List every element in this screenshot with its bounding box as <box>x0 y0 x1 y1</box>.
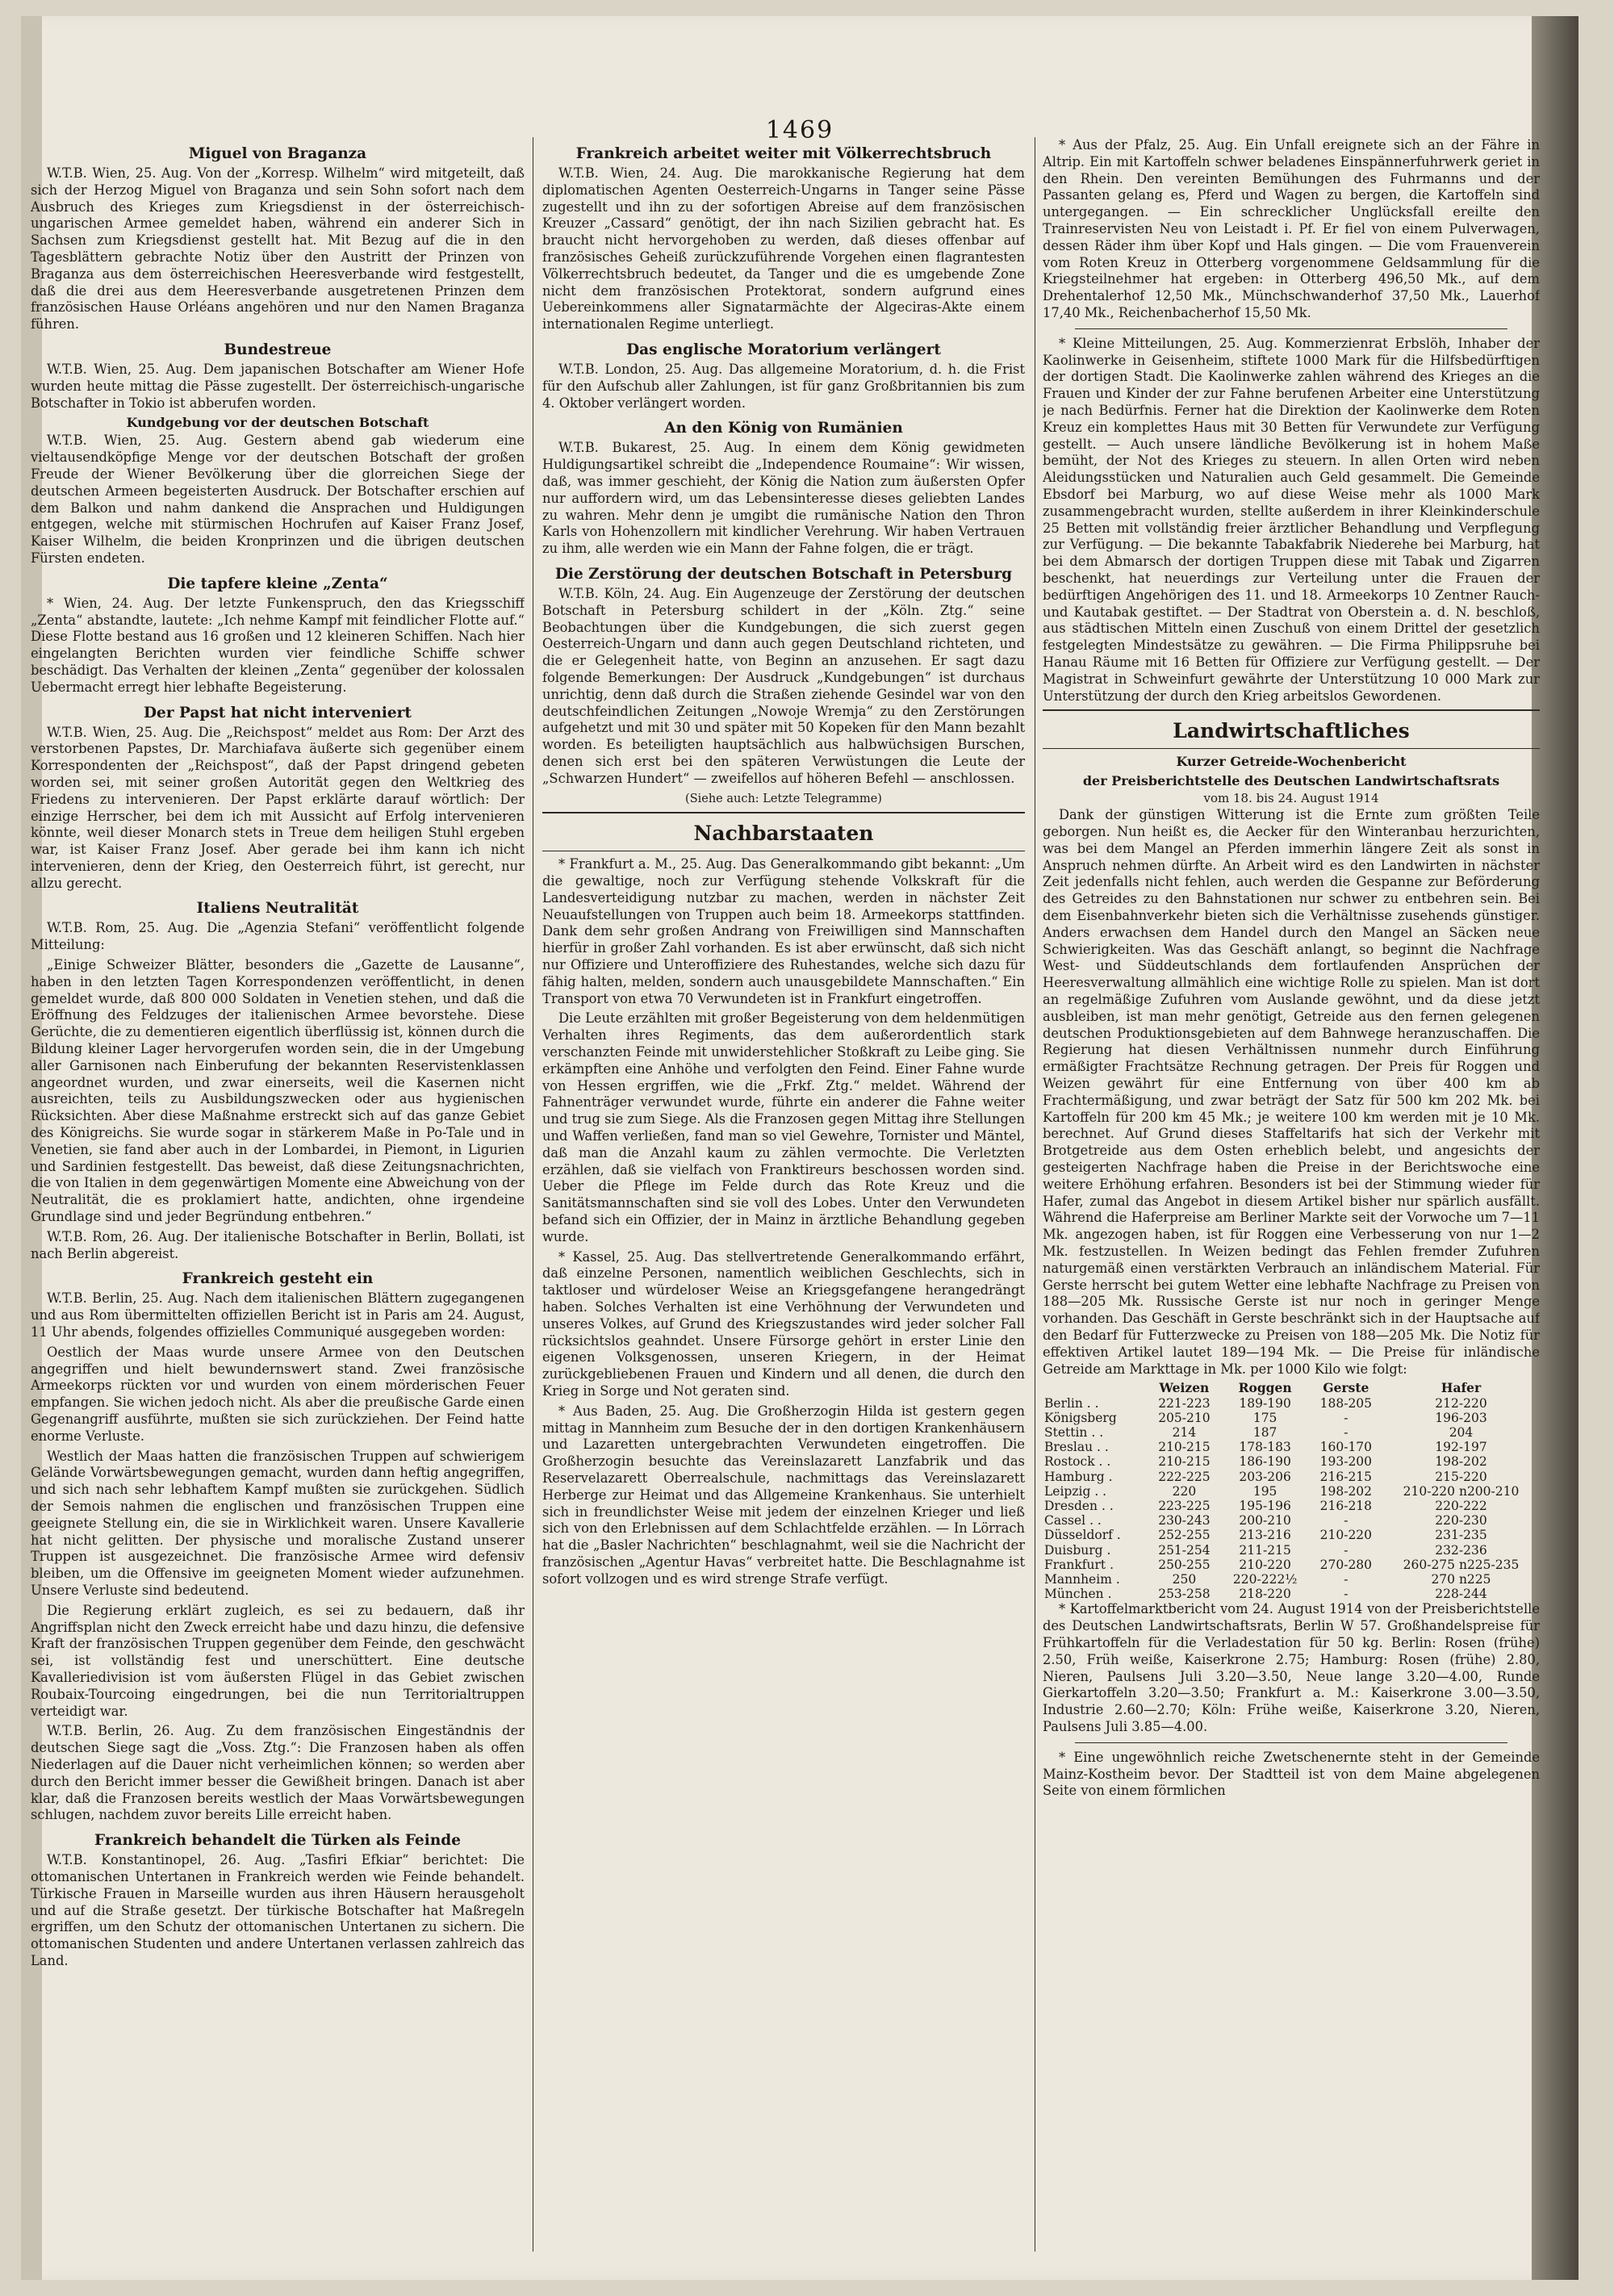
article-headline: Frankreich arbeitet weiter mit Völkerrechtsbruch <box>575 145 992 162</box>
price-table-header: Hafer <box>1440 1380 1482 1396</box>
price-table-cell: 230-243 <box>1158 1513 1210 1529</box>
article-paragraph: Die Leute erzählten mit großer Begeisterung von dem heldenmütigen Verhalten ihres Regiments, das dem außerordentlich stark verschanzten Feinde mit unwiderstehlicher Stoßkraft zu Leibe ging. Sie erkämpften eine Anhöhe und verfolgten den Feind. Einer Fahne wurde von Hessen ergriffen, wie die „Frkf. Ztg.“ meldet. Während der Fahnenträger verwundet wurde, führte ein anderer die Fahne weiter und trug sie zum Siege. Als die Franzosen gegen Mittag ihre Stellungen und Waffen verließen, fand man so viel Gewehre, Tornister und Mäntel, daß man die Anzahl kaum zu zählen vermochte. Die Verletzten erzählen, daß sie vielfach von Franktireurs beschossen worden sind. Ueber die Pflege im Felde durch das Rote Kreuz und die Sanitätsmannschaften sind sie voll des Lobes. Unter den Verwundeten befand sich ein Offizier, der in Mainz in ärztliche Behandlung gegeben wurde. <box>542 1010 1025 1244</box>
price-table-cell: 205-210 <box>1158 1410 1210 1425</box>
article-paragraph: „Einige Schweizer Blätter, besonders die „Gazette de Lausanne“, haben in den letzten Tagen Korrespondenzen veröffentlicht, in denen gemeldet wurde, daß 800 000 Soldaten in Venetien stehen, und daß die Eröffnung des Feldzuges der italienischen Armee bevorstehe. Diese Gerüchte, die zu dementieren eigentlich überflüssig ist, können durch die Bildung kleiner Lager hervorgerufen worden sein, die in der Umgebung aller Garnisonen nach Einberufung der bekannten Reservistenklassen angeordnet wurden, und zwar einerseits, weil die Kasernen nicht ausreichten, teils zu Ausbildungszwecken oder aus hygienischen Rücksichten. Aber diese Maßnahme erstreckt sich auf das ganze Gebiet des Königreichs. Sie wurde sogar in stärkerem Maße in Po-Tale und in Venetien, sie fand aber auch in der Lombardei, in Piemont, in Ligurien und Sardinien festgestellt. Das beweist, daß diese Zeitungsnachrichten, die von Italien in dem gegenwärtigen Momente eine Abweichung von der Neutralität, die es proklamiert hatte, andichten, ohne irgendeine Grundlage sind und jeder Begründung entbehren.“ <box>31 957 525 1225</box>
article-paragraph: W.T.B. Wien, 24. Aug. Die marokkanische Regierung hat dem diplomatischen Agenten Oesterreich-Ungarns in Tanger seine Pässe zugestellt und ihn zu der sofortigen Abreise auf dem französischen Kreuzer „Cassard“ genötigt, der ihn nach Sizilien gebracht hat. Es braucht nicht hervorgehoben zu werden, daß dieses offenbar auf französisches Geheiß zurückzuführende Vorgehen einen flagrantesten Völkerrechtsbruch bedeutet, da Tanger und die es umgebende Zone nicht dem französischen Protektorat, sondern aufgrund eines Uebereinkommens aller Signatarmächte der Algeciras-Akte einem internationalen Regime unterliegt. <box>542 165 1025 332</box>
price-table-cell: 196-203 <box>1435 1410 1487 1425</box>
article-paragraph: W.T.B. Rom, 25. Aug. Die „Agenzia Stefani“ veröffentlicht folgende Mitteilung: <box>31 920 525 953</box>
price-table-cell: - <box>1344 1542 1348 1558</box>
price-table-cell: 213-216 <box>1239 1528 1291 1543</box>
price-table-row <box>1043 1513 1540 1528</box>
price-table-cell: 253-258 <box>1158 1587 1210 1602</box>
price-table-cell: 203-206 <box>1239 1469 1291 1484</box>
price-table-city: Rostock . . <box>1044 1454 1111 1470</box>
price-table-cell: 214 <box>1172 1425 1197 1440</box>
article-paragraph: Die Regierung erklärt zugleich, es sei zu bedauern, daß ihr Angriffsplan nicht den Zweck erreicht habe und dazu hinzu, die defensive Kraft der französischen Truppen gegenüber dem Feinde, den geschwächt sei, ist vollständig fest und unerschüttert. Eine deutsche Kavalleriedivision ist vom äußersten Flügel in das Gebiet zwischen Roubaix-Tourcoing eingedrungen, bei die nun Territorialtruppen verteidigt war. <box>31 1602 525 1719</box>
price-table-cell: - <box>1344 1410 1348 1425</box>
price-table-city: Hamburg . <box>1044 1469 1113 1484</box>
subheading: der Preisberichtstelle des Deutschen Landwirtschaftsrats <box>1082 773 1500 789</box>
article-headline: Bundestreue <box>224 341 332 358</box>
page-number: 1469 <box>765 116 834 144</box>
article-paragraph: W.T.B. Wien, 25. Aug. Gestern abend gab wiederum eine vieltausendköpfige Menge vor der deutschen Botschaft der großen Freude der Wiener Bevölkerung über die glorreichen Siege der deutschen Armeen begeisterten Ausdruck. Der Botschafter erschien auf dem Balkon und nahm dankend die Ansprachen und Huldigungen entgegen, welche mit stürmischen Hochrufen auf Kaiser Franz Josef, Kaiser Wilhelm, die beiden Kronprinzen und die übrigen deutschen Fürsten endeten. <box>31 433 525 566</box>
price-table-cell: 250 <box>1172 1572 1197 1587</box>
price-table-row <box>1043 1528 1540 1542</box>
price-table-cell: 222-225 <box>1158 1469 1210 1484</box>
article-paragraph: * Kleine Mitteilungen, 25. Aug. Kommerzienrat Erbslöh, Inhaber der Kaolinwerke in Geisenheim, stiftete 1000 Mark für die Hilfsbedürftigen der dortigen Stadt. Die Kaolinwerke zahlen während des Krieges an die Frauen und Kinder der zur Fahne berufenen Arbeiter eine Unterstützung je nach Bedürfnis. Ferner hat die Direktion der Kaolinwerke dem Roten Kreuz ein komplettes Haus mit 30 Betten für Verwundete zur Verfügung gestellt. — Auch unsere ländliche Bevölkerung ist in hohem Maße bemüht, der Not des Krieges zu steuern. In allen Orten wird neben Aleidungsstücken und Naturalien auch Geld gesammelt. Die Gemeinde Ebsdorf bei Marburg, wo auf diese Weise mehr als 1000 Mark zusammengebracht wurden, stellte außerdem in ihrer Kleinkinderschule 25 Betten mit vollständig freier ärztlicher Behandlung und Verpflegung zur Verfügung. — Die bekannte Tabakfabrik Niederehe bei Marburg, hat bei dem Abmarsch der dortigen Truppen diese mit Tabak und Zigarren beschenkt, hat neuerdings zur Verteilung unter die Frauen der bedürftigen Angehörigen des 11. und 18. Armeekorps 10 Zentner Rauch- und Kautabak gestiftet. — Der Stadtrat von Oberstein a. d. N. beschloß, aus städtischen Mitteln einen Zuschuß von einem Drittel der gesetzlich festgelegten Mindestsätze zu gewähren. — Die Firma Philippsruhe bei Hanau Räume mit 16 Betten für Offiziere zur Verfügung gestellt. — Der Magistrat in Schweinfurt gewährte der Unterstützung 10 000 Mark zur Unterstützung der durch den Krieg arbeitslos Gewordenen. <box>1043 335 1540 704</box>
price-table-city: Königsberg <box>1044 1410 1117 1425</box>
price-table-cell: 218-220 <box>1239 1587 1291 1602</box>
column-1 <box>31 137 525 2252</box>
article-headline: Die Zerstörung der deutschen Botschaft in Petersburg <box>554 565 1013 583</box>
article-paragraph: * Aus Baden, 25. Aug. Die Großherzogin Hilda ist gestern gegen mittag in Mannheim zum Besuche der in den dortigen Krankenhäusern und Lazaretten untergebrachten Verwundeten eingetroffen. Die Großherzogin besuchte das Vereinslazarett Lanzfabrik und das Reservelazarett Oberrealschule, nachmittags das Vereinslazarett Herberge zur Heimat und das Allgemeine Krankenhaus. Sie unterhielt sich in freundlichster Weise mit jedem der einzelnen Krieger und ließ sich von den Erlebnissen auf dem Schlachtfelde erzählen. — In Lörrach hat die „Basler Nachrichten“ beschlagnahmt, weil sie die Nachricht der französischen „Agentur Havas“ verbreitet hatte. Die Beschlagnahme ist sofort vollzogen und es wird strenge Strafe verfügt. <box>542 1403 1025 1587</box>
price-table-cell: 188-205 <box>1319 1395 1373 1411</box>
price-table-cell: 250-255 <box>1158 1557 1210 1572</box>
section-divider <box>1043 709 1540 749</box>
subheading: Kurzer Getreide-Wochenbericht <box>1176 754 1407 770</box>
article-paragraph: W.T.B. Köln, 24. Aug. Ein Augenzeuge der Zerstörung der deutschen Botschaft in Petersburg schildert in der „Köln. Ztg.“ seine Beobachtungen über die Kundgebungen, die sich zuerst gegen Oesterreich-Ungarn und dann auch gegen Deutschland richteten, und die er Gelegenheit hatte, von Beginn an anzusehen. Er sagt dazu folgende Bemerkungen: Der Ausdruck „Kundgebungen“ ist durchaus unrichtig, denn daß durch die Straßen ziehende Gesindel war von den deutschfeindlichen Zeitungen „Nowoje Wremja“ zu den Zerstörungen aufgehetzt und mit 30 und später mit 50 Kopeken für den Mann bezahlt worden. Es beteiligten hauptsächlich aus halbwüchsigen Burschen, denen sich erst bei den späteren Verwüstungen die Leute der „Schwarzen Hundert“ — zweifellos auf höheren Befehl — anschlossen. <box>542 585 1025 786</box>
article-paragraph: * Frankfurt a. M., 25. Aug. Das Generalkommando gibt bekannt: „Um die gewaltige, noch zur Verfügung stehende Volkskraft für die Landesverteidigung nutzbar zu machen, werden in nächster Zeit Neuaufstellungen von Truppen auch beim 18. Armeekorps stattfinden. Dank dem sehr großen Andrang von Freiwilligen sind Mannschaften hierfür in großer Zahl vorhanden. Es ist aber erwünscht, daß sich nicht nur Offiziere und Unteroffiziere des Ruhestandes, welche sich dazu für fähig halten, melden, sondern auch unausgebildete Mannschaften.“ Ein Transport von etwa 70 Verwundeten ist in Frankfurt eingetroffen. <box>542 856 1025 1006</box>
column-2 <box>542 137 1025 2252</box>
price-table-cell: 270 n225 <box>1431 1572 1491 1587</box>
price-table-cell: 232-236 <box>1435 1542 1487 1558</box>
price-table-cell: 210-220 <box>1239 1557 1291 1572</box>
article-paragraph: W.T.B. Wien, 25. Aug. Dem japanischen Botschafter am Wiener Hofe wurden heute mittag die Pässe zugestellt. Der österreichisch-ungarische Botschafter in Tokio ist abberufen worden. <box>31 361 525 411</box>
price-table-row <box>1043 1396 1540 1411</box>
price-table-header <box>1043 1381 1148 1395</box>
price-table-cell: 198-202 <box>1435 1454 1487 1470</box>
article-paragraph: W.T.B. Berlin, 25. Aug. Nach dem italienischen Blättern zugegangenen und aus Rom übermittelten offiziellen Bericht ist in Paris am 24. August, 11 Uhr abends, folgendes offizielles Communiqué ausgegeben worden: <box>31 1290 525 1340</box>
price-table-cell: 210-220 <box>1319 1528 1373 1543</box>
article-headline: Italiens Neutralität <box>196 900 359 918</box>
price-table-cell: 228-244 <box>1435 1587 1487 1602</box>
article-paragraph: W.T.B. London, 25. Aug. Das allgemeine Moratorium, d. h. die Frist für den Aufschub aller Zahlungen, ist für ganz Großbritannien bis zum 4. Oktober verlängert worden. <box>542 361 1025 411</box>
price-table-cell: 195-196 <box>1239 1499 1291 1514</box>
price-table-cell: 221-223 <box>1158 1395 1210 1411</box>
price-table-row <box>1043 1411 1540 1425</box>
price-table-cell: 187 <box>1252 1425 1277 1440</box>
price-table-header: Gerste <box>1323 1380 1369 1396</box>
article-paragraph: W.T.B. Berlin, 26. Aug. Zu dem französischen Eingeständnis der deutschen Siege sagt die „Voss. Ztg.“: Die Franzosen haben als offen Niederlagen auf die Dauer nicht verheimlichen können; so werden aber durch den Bericht immer besser die Gewißheit bringen. Danach ist aber klar, daß die Franzosen bereits westlich der Maas Vorwärtsbewegungen schlugen, nachdem zuvor bereits Lille erreicht haben. <box>31 1723 525 1823</box>
price-table-row <box>1043 1587 1540 1601</box>
price-table-cell: 195 <box>1252 1483 1277 1499</box>
price-table-cell: 231-235 <box>1435 1528 1487 1543</box>
price-table-cell: 220 <box>1172 1483 1197 1499</box>
price-table-cell: 216-215 <box>1319 1469 1373 1484</box>
price-table-row <box>1043 1425 1540 1440</box>
price-table-cell: 189-190 <box>1239 1395 1291 1411</box>
price-table-cell: 175 <box>1252 1410 1277 1425</box>
price-table-city: Duisburg . <box>1044 1542 1111 1558</box>
price-table-city: Berlin . . <box>1044 1395 1099 1411</box>
newspaper-page <box>21 16 1578 2280</box>
price-table-cell: 210-220 n200-210 <box>1403 1483 1520 1499</box>
price-table-cell: - <box>1344 1587 1348 1602</box>
price-table-city: München . <box>1044 1587 1112 1602</box>
price-table-cell: 260-275 n225-235 <box>1403 1557 1520 1572</box>
article-paragraph: * Kartoffelmarktbericht vom 24. August 1914 von der Preisberichtstelle des Deutschen Landwirtschaftsrats, Berlin W 57. Großhandelspreise für Frühkartoffeln für die Verladestation für 50 kg. Berlin: Rosen (frühe) 2.50, Früh weiße, Kaiserkrone 2.75; Hamburg: Rosen (frühe) 2.80, Nieren, Paulsens Juli 3.20—3.50, Neue lange 3.20—4.00, Runde Gierkartoffeln 3.20—3.50; Frankfurt a. M.: Kaiserkrone 3.00—3.50, Industrie 2.60—2.70; Köln: Frühe weiße, Kaiserkrone 3.20, Nieren, Paulsens Juli 3.85—4.00. <box>1043 1601 1540 1735</box>
price-table-row <box>1043 1572 1540 1587</box>
price-table-cell: - <box>1344 1572 1348 1587</box>
article-paragraph: Oestlich der Maas wurde unsere Armee von den Deutschen angegriffen und hielt bewundernswert stand. Zwei französische Armeekorps rückten vor und wurden von einem mörderischen Feuer empfangen. Sie wichen jedoch nicht. Als aber die preußische Garde einen Gegenangriff ausführte, mußten sie sich zurückziehen. Der Feind hatte enorme Verluste. <box>31 1344 525 1444</box>
price-table-cell: - <box>1344 1425 1348 1440</box>
price-table-cell: 270-280 <box>1319 1557 1373 1572</box>
price-table-cell: 216-218 <box>1319 1499 1373 1514</box>
price-table-cell: 193-200 <box>1319 1454 1373 1470</box>
article-headline: Frankreich behandelt die Türken als Feinde <box>94 1832 461 1850</box>
article-paragraph: W.T.B. Rom, 26. Aug. Der italienische Botschafter in Berlin, Bollati, ist nach Berlin abgereist. <box>31 1228 525 1261</box>
separator-rule <box>1075 1742 1507 1743</box>
price-table-cell: 160-170 <box>1319 1440 1373 1455</box>
price-table-row <box>1043 1454 1540 1469</box>
article-headline: Frankreich gesteht ein <box>182 1270 374 1288</box>
article-headline: Miguel von Braganza <box>188 145 367 162</box>
price-table-cell: 215-220 <box>1435 1469 1487 1484</box>
price-table-cell: 186-190 <box>1239 1454 1291 1470</box>
price-table-cell: 220-222½ <box>1232 1572 1298 1587</box>
article-paragraph: W.T.B. Konstantinopel, 26. Aug. „Tasfiri Efkiar“ berichtet: Die ottomanischen Untertanen in Frankreich werden wie Feinde behandelt. Türkische Frauen in Marseille wurden aus ihren Häusern herausgeholt und auf die Straße gesetzt. Der türkische Botschafter hat Maßregeln ergriffen, um den Schutz der ottomanischen Untertanen zu sichern. Die ottomanischen Studenten und andere Untertanen verlassen zahlreich das Land. <box>31 1852 525 1968</box>
article-paragraph: W.T.B. Wien, 25. Aug. Die „Reichspost“ meldet aus Rom: Der Arzt des verstorbenen Papstes, Dr. Marchiafava äußerte sich gegenüber einem Korrespondenten der „Reichspost“, daß der Papst dringend gebeten worden sei, mit seiner großen Autorität gegen den Weltkrieg des Friedens zu intervenieren. Der Papst erklärte darauf wörtlich: Der einzige Herrscher, bei dem ich mit Aussicht auf Erfolg intervenieren könnte, weil dieser Monarch stets in Treue dem heiligen Stuhl ergeben war, ist Kaiser Franz Josef. Aber gerade bei ihm kann ich nicht intervenieren, denn der Krieg, den Oesterreich führt, ist gerecht, nur allzu gerecht. <box>31 724 525 891</box>
article-paragraph: W.T.B. Wien, 25. Aug. Von der „Korresp. Wilhelm“ wird mitgeteilt, daß sich der Herzog Miguel von Braganza und sein Sohn sofort nach dem Ausbruch des Krieges zum Kriegsdienst in der österreichisch-ungarischen Armee gemeldet haben, während ein anderer Sich in Sachsen zum Kriegsdienst gestellt hat. Mit Bezug auf die in den Tagesblättern gebrachte Notiz über den Austritt der Prinzen von Braganza aus dem österreichischen Heeresverbande wird festgestellt, daß die drei aus dem Heeresverbande ausgetretenen Prinzen dem französischen Hause Orléans angehören und nur den Namen Braganza führen. <box>31 165 525 332</box>
price-table-cell: 192-197 <box>1435 1440 1487 1455</box>
price-table-city: Leipzig . . <box>1044 1483 1107 1499</box>
cross-reference-note: (Siehe auch: Letzte Telegramme) <box>685 792 882 805</box>
price-table-cell: 212-220 <box>1435 1395 1487 1411</box>
article-paragraph: W.T.B. Bukarest, 25. Aug. In einem dem König gewidmeten Huldigungsartikel schreibt die „Independence Roumaine“: Wir wissen, daß, was immer geschieht, der König die Nation zum äußersten Opfer nur auffordern wird, um das Lebensinteresse dieses geliebten Landes zu wahren. Mehr denn je umgibt die rumänische Nation den Thron Karls von Hohenzollern mit kindlicher Verehrung. Wir haben Vertrauen zu ihm, alle werden wie ein Mann der Fahne folgen, die er trägt. <box>542 440 1025 557</box>
price-table-row <box>1043 1440 1540 1454</box>
price-table-cell: 178-183 <box>1239 1440 1291 1455</box>
price-table-row <box>1043 1558 1540 1572</box>
price-table-cell: 220-222 <box>1435 1499 1487 1514</box>
subheading: Kundgebung vor der deutschen Botschaft <box>126 415 429 431</box>
article-paragraph: Dank der günstigen Witterung ist die Ernte zum größten Teile geborgen. Nun heißt es, die Aecker für den Winteranbau herzurichten, was bei dem Mangel an Pferden immerhin längere Zeit als sonst in Anspruch nehmen dürfte. An Arbeit wird es den Landwirten in nächster Zeit jedenfalls nicht fehlen, auch werden die Gespanne zur Beförderung des Getreides zu den Bahnstationen nur schwer zu entbehren sein. Bei dem Eisenbahnverkehr bieten sich die Verhältnisse zusehends günstiger. Anders erwachsen dem Handel durch den Mangel an Säcken neue Schwierigkeiten. Was das Geschäft anlangt, so beginnt die Nachfrage West- und Süddeutschlands dem fortlaufenden Ansprüchen der Heeresverwaltung allmählich eine wichtige Rolle zu spielen. Man ist dort an regelmäßige Zufuhren vom Auslande gewöhnt, und da diese jetzt ausbleiben, ist man mehr genötigt, Getreide aus den fernen gelegenen deutschen Produktionsgebieten auf dem Bahnwege heranzuschaffen. Die Regierung hat diesen Verhältnissen nunmehr durch Einführung ermäßigter Frachtsätze Rechnung getragen. Der Preis für Roggen und Weizen gewährt für eine Entfernung von über 400 km ab Frachtermäßigung, und zwar beträgt der Satz für 500 km 202 Mk. bei Kartoffeln für 200 km 45 Mk.; je weitere 100 km werden mit je 10 Mk. berechnet. Auf Grund dieses Staffeltarifs hat sich der Verkehr mit Brotgetreide aus dem Osten erheblich belebt, und angesichts der gesteigerten Nachfrage haben die Preise in der Berichtswoche eine weitere Erhöhung erfahren. Besonders ist bei der Stimmung wieder für Hafer, zumal das Angebot in diesem Artikel bisher nur spärlich ausfällt. Während die Haferpreise am Berliner Markte seit der Vorwoche um 7—11 Mk. angezogen haben, ist für Roggen eine Verbesserung von nur 1—2 Mk. festzustellen. In Weizen bedingt das Fehlen fremder Zufuhren naturgemäß einen verstärkten Verbrauch an inländischem Material. Für Gerste herrscht bei gutem Wetter eine lebhafte Nachfrage zu Preisen von 188—205 Mk. Russische Gerste ist nur noch in geringer Menge vorhanden. Das Geschäft in Gerste beschränkt sich in der Hauptsache auf den Bedarf für Futterzwecke zu Preisen von 188—205 Mk. Die Notiz für effektiven Artikel lautet 189—194 Mk. — Die Preise für inländische Getreide am Markttage in Mk. per 1000 Kilo wie folgt: <box>1043 807 1540 1377</box>
price-table-cell: 210-215 <box>1158 1440 1210 1455</box>
price-table-cell: 198-202 <box>1319 1483 1373 1499</box>
price-table-cell: 220-230 <box>1435 1513 1487 1529</box>
price-table-city: Frankfurt . <box>1044 1557 1114 1572</box>
price-table-header: Roggen <box>1238 1380 1292 1396</box>
article-headline: Das englische Moratorium verlängert <box>626 341 941 358</box>
price-table-city: Mannheim . <box>1044 1572 1120 1587</box>
price-table-header: Weizen <box>1159 1380 1210 1396</box>
price-table-row <box>1043 1499 1540 1513</box>
article-paragraph: Westlich der Maas hatten die französischen Truppen auf schwierigem Gelände Vorwärtsbewegungen gemacht, wurden dann heftig angegriffen, und sich nach sehr lebhaftem Kampf mußten sie zurückgehen. Südlich der Semois nahmen die englischen und französischen Truppen eine geeignete Stellung ein, die sie in Wirklichkeit waren. Unsere Kavallerie hat nicht gelitten. Der physische und moralische Zustand unserer Truppen ist ausgezeichnet. Die französische Armee wird defensiv bleiben, um die Offensive im geeigneten Moment wieder aufzunehmen. Unsere Verluste sind bedeutend. <box>31 1448 525 1598</box>
article-paragraph: * Eine ungewöhnlich reiche Zwetschenernte steht in der Gemeinde Mainz-Kostheim bevor. Der Stadtteil ist von dem Maine abgelegenen Seite von einem förmlichen <box>1043 1749 1540 1799</box>
price-table-cell: 211-215 <box>1239 1542 1291 1558</box>
article-paragraph: * Kassel, 25. Aug. Das stellvertretende Generalkommando erfährt, daß einzelne Personen, namentlich weiblichen Geschlechts, sich in taktloser und würdeloser Weise an Kriegsgefangene herangedrängt haben. Solches Verhalten ist eine Verhöhnung der Verwundeten und unseres Volkes, auf Grund des Kriegszustandes wird jeder solcher Fall rücksichtslos geahndet. Unsere Fürsorge gehört in erster Linie den eigenen Volksgenossen, unseren Kriegern, in der Heimat zurückgebliebenen Frauen und Kindern und all denen, die durch den Krieg in Sorge und Not geraten sind. <box>542 1248 1025 1399</box>
price-table-city: Dresden . . <box>1044 1499 1114 1514</box>
separator-rule <box>1075 328 1507 329</box>
price-table-cell: 223-225 <box>1158 1499 1210 1514</box>
article-headline: An den König von Rumänien <box>664 420 903 437</box>
price-table-city: Stettin . . <box>1044 1425 1104 1440</box>
price-table-row <box>1043 1484 1540 1499</box>
grain-price-table <box>1043 1381 1540 1601</box>
price-table-city: Cassel . . <box>1044 1513 1102 1529</box>
price-table-cell: - <box>1344 1513 1348 1529</box>
article-paragraph: * Aus der Pfalz, 25. Aug. Ein Unfall ereignete sich an der Fähre in Altrip. Ein mit Kartoffeln schwer beladenes Einspännerfuhrwerk geriet in den Rhein. Den vereinten Bemühungen des Fuhrmanns und der Passanten gelang es, Pferd und Wagen zu bergen, die Kartoffeln sind untergegangen. — Ein schrecklicher Unglücksfall ereilte den Trainreservisten Neu von Leistadt i. Pf. Er fiel von einem Pulverwagen, dessen Räder ihm über Kopf und Hals gingen. — Die vom Frauenverein vom Roten Kreuz in Otterberg vorgenommene Geldsammlung für die Kriegsteilnehmer hat ergeben: in Otterberg 496,50 Mk., auf dem Drehentalerhof 12,50 Mk., Münchschwanderhof 37,50 Mk., Lauerhof 17,40 Mk., Reichenbacherhof 15,50 Mk. <box>1043 137 1540 320</box>
section-heading: Nachbarstaaten <box>693 822 874 846</box>
price-table-city: Breslau . . <box>1044 1440 1109 1455</box>
price-table-cell: 210-215 <box>1158 1454 1210 1470</box>
price-table-cell: 200-210 <box>1239 1513 1291 1529</box>
price-table-cell: 204 <box>1449 1425 1474 1440</box>
article-headline: Der Papst hat nicht interveniert <box>144 704 412 721</box>
price-table-cell: 252-255 <box>1158 1528 1210 1543</box>
price-table-row <box>1043 1470 1540 1484</box>
article-headline: Die tapfere kleine „Zenta“ <box>167 575 388 592</box>
article-paragraph: * Wien, 24. Aug. Der letzte Funkenspruch, den das Kriegsschiff „Zenta“ abstandte, lautete: „Ich nehme Kampf mit feindlicher Flotte auf.“ Diese Flotte bestand aus 16 großen und 12 kleineren Schiffen. Nach hier eingelangten Berichten wurden vier feindliche Schiffe schwer beschädigt. Das Verhalten der kleinen „Zenta“ gegenüber der kolossalen Uebermacht erregt hier lebhafte Begeisterung. <box>31 595 525 695</box>
column-3 <box>1043 137 1540 2252</box>
price-table-row <box>1043 1543 1540 1558</box>
price-table-cell: 251-254 <box>1158 1542 1210 1558</box>
section-divider <box>542 812 1025 851</box>
price-table-city: Düsseldorf . <box>1044 1528 1121 1543</box>
section-heading: Landwirtschaftliches <box>1173 719 1410 743</box>
date-line: vom 18. bis 24. August 1914 <box>1203 791 1379 806</box>
